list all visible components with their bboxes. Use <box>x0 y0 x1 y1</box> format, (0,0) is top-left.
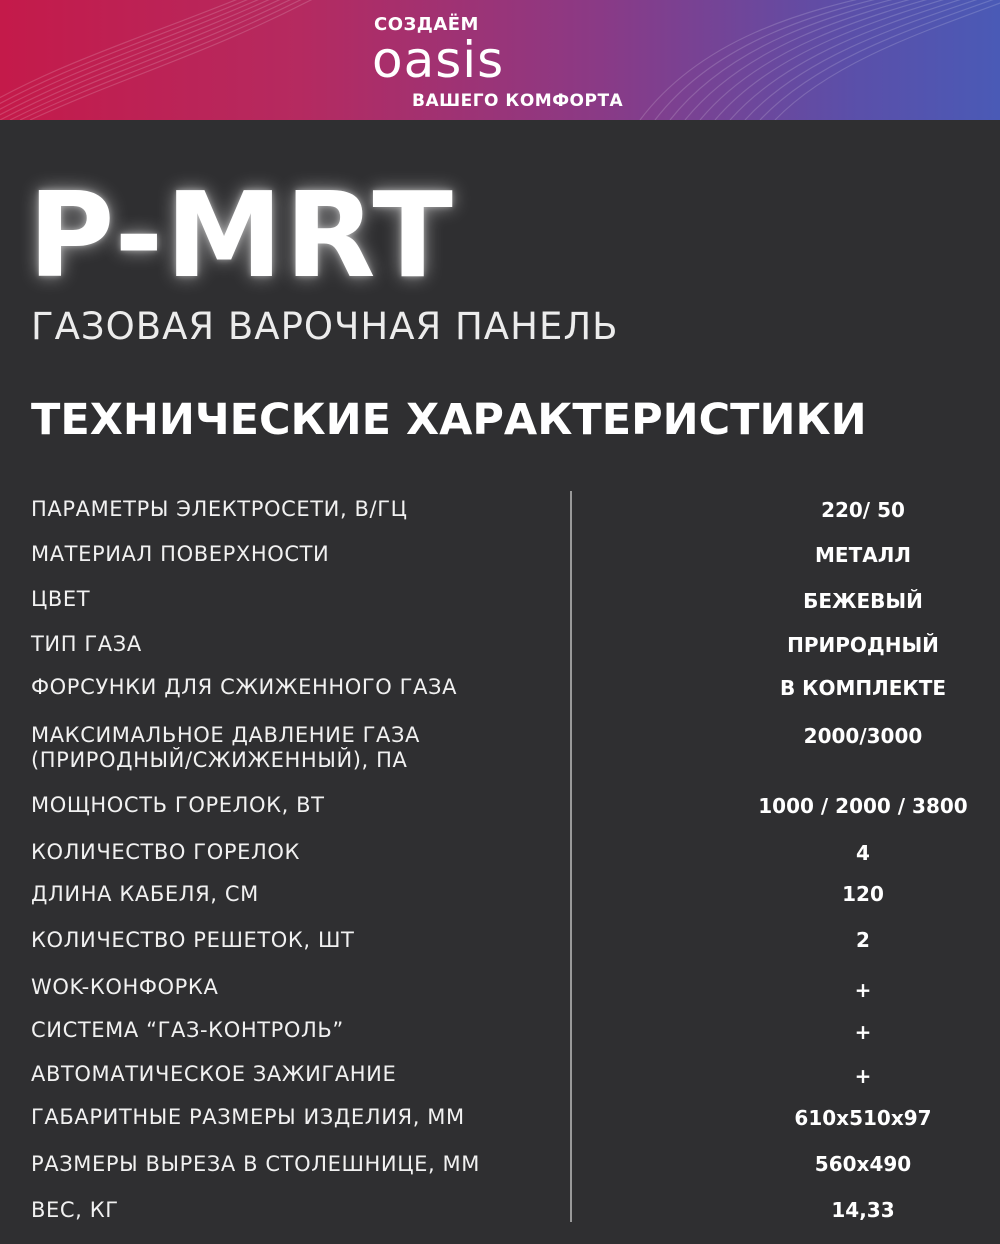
spec-label: ПАРАМЕТРЫ ЭЛЕКТРОСЕТИ, В/ГЦ <box>31 497 408 521</box>
spec-label: КОЛИЧЕСТВО РЕШЕТОК, ШТ <box>31 928 355 952</box>
spec-label: МАКСИМАЛЬНОЕ ДАВЛЕНИЕ ГАЗА (ПРИРОДНЫЙ/СЖИЖЕННЫЙ), ПА <box>31 723 420 772</box>
product-subtitle: ГАЗОВАЯ ВАРОЧНАЯ ПАНЕЛЬ <box>31 305 619 348</box>
column-divider <box>570 491 572 1222</box>
spec-label: ФОРСУНКИ ДЛЯ СЖИЖЕННОГО ГАЗА <box>31 675 458 699</box>
spec-value: ПРИРОДНЫЙ <box>787 633 939 657</box>
logo-tagline-top: СОЗДАЁМ <box>374 14 479 35</box>
spec-label: ВЕС, КГ <box>31 1198 119 1222</box>
spec-value: + <box>854 1064 872 1088</box>
spec-label: WOK-КОНФОРКА <box>31 975 219 999</box>
specs-title: ТЕХНИЧЕСКИЕ ХАРАКТЕРИСТИКИ <box>31 395 867 445</box>
spec-label: КОЛИЧЕСТВО ГОРЕЛОК <box>31 840 301 864</box>
spec-label: ГАБАРИТНЫЕ РАЗМЕРЫ ИЗДЕЛИЯ, ММ <box>31 1105 465 1129</box>
spec-label: ДЛИНА КАБЕЛЯ, СМ <box>31 882 259 906</box>
spec-value: 4 <box>856 841 870 865</box>
logo-brand-name: oasis <box>372 31 505 89</box>
spec-label: СИСТЕМА “ГАЗ-КОНТРОЛЬ” <box>31 1018 344 1042</box>
spec-label: МАТЕРИАЛ ПОВЕРХНОСТИ <box>31 542 330 566</box>
oasis-logo <box>0 0 1000 120</box>
spec-label: МОЩНОСТЬ ГОРЕЛОК, ВТ <box>31 793 325 817</box>
spec-label: ТИП ГАЗА <box>31 632 142 656</box>
product-model: P-MRT <box>28 166 455 304</box>
spec-value: 2 <box>856 928 870 952</box>
spec-value: МЕТАЛЛ <box>815 543 911 567</box>
spec-label: ЦВЕТ <box>31 587 91 611</box>
spec-value: 560x490 <box>814 1152 912 1176</box>
spec-value: 2000/3000 <box>803 724 923 748</box>
spec-value: + <box>854 1020 872 1044</box>
spec-value: 14,33 <box>831 1198 895 1222</box>
spec-value: 220/ 50 <box>821 498 905 522</box>
spec-label: РАЗМЕРЫ ВЫРЕЗА В СТОЛЕШНИЦЕ, ММ <box>31 1152 480 1176</box>
spec-label: АВТОМАТИЧЕСКОЕ ЗАЖИГАНИЕ <box>31 1062 397 1086</box>
spec-value: + <box>854 978 872 1002</box>
spec-value: 610x510x97 <box>794 1106 932 1130</box>
spec-value: 1000 / 2000 / 3800 <box>758 794 968 818</box>
spec-value: БЕЖЕВЫЙ <box>803 589 923 613</box>
spec-value: В КОМПЛЕКТЕ <box>779 676 947 700</box>
logo-tagline-bottom: ВАШЕГО КОМФОРТА <box>412 91 624 111</box>
header-banner <box>0 0 1000 120</box>
spec-value: 120 <box>842 882 884 906</box>
